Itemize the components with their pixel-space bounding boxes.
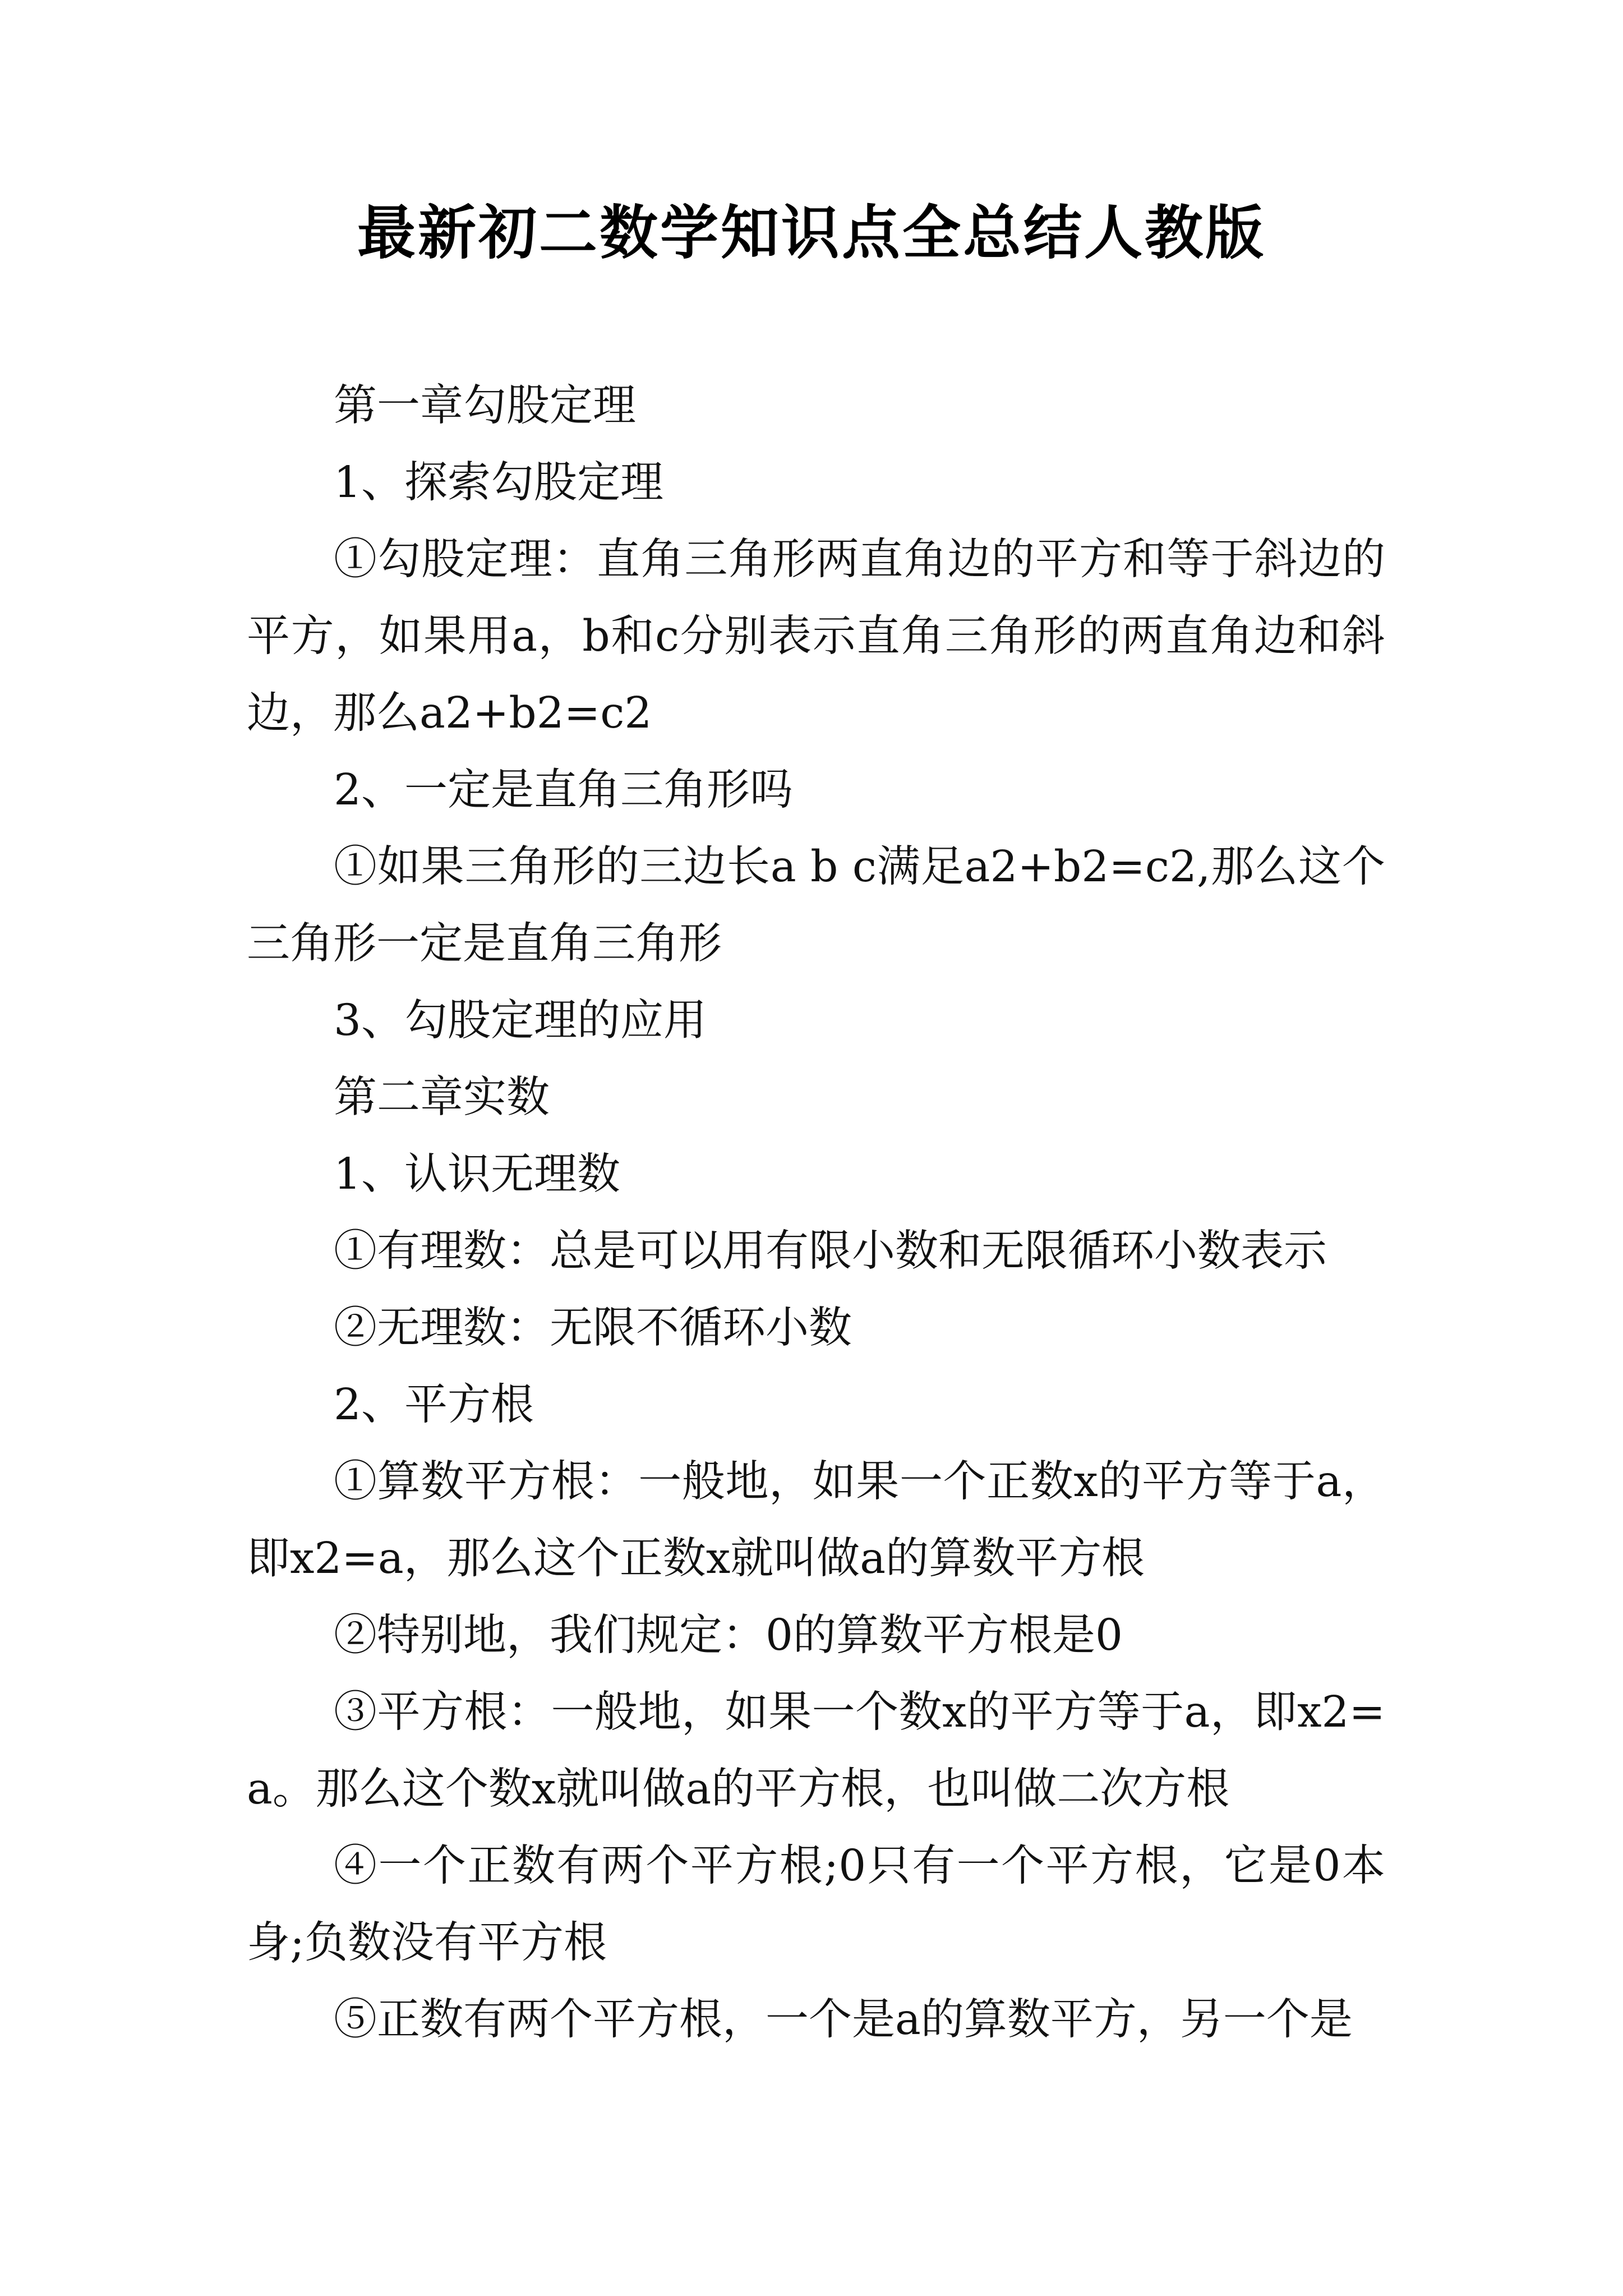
paragraph: ①勾股定理：直角三角形两直角边的平方和等于斜边的平方，如果用a，b和c分别表示直角三角形的两直角边和斜边，那么a2+b2=c2 bbox=[247, 535, 1385, 738]
paragraph: ①如果三角形的三边长a b c满足a2+b2=c2,那么这个三角形一定是直角三角形 bbox=[247, 842, 1385, 969]
section-heading: 1、认识无理数 bbox=[334, 1149, 620, 1199]
chapter-heading: 第一章勾股定理 bbox=[334, 381, 636, 431]
paragraph: ②特别地，我们规定：0的算数平方根是0 bbox=[334, 1611, 1123, 1660]
document-title: 最新初二数学知识点全总结人教版 bbox=[357, 199, 1266, 267]
section-heading: 2、平方根 bbox=[334, 1380, 534, 1430]
document-body bbox=[247, 367, 1385, 2058]
paragraph: ③平方根：一般地，如果一个数x的平方等于a，即x2=a。那么这个数x就叫做a的平方根，也叫做二次方根 bbox=[247, 1687, 1385, 1814]
paragraph: ⑤正数有两个平方根，一个是a的算数平方，另一个是 bbox=[334, 1995, 1353, 2045]
section-heading: 2、一定是直角三角形吗 bbox=[334, 765, 793, 815]
paragraph: ④一个正数有两个平方根;0只有一个平方根，它是0本身;负数没有平方根 bbox=[247, 1841, 1385, 1968]
paragraph: ①算数平方根：一般地，如果一个正数x的平方等于a，即x2=a，那么这个正数x就叫做a的算数平方根 bbox=[247, 1457, 1385, 1584]
chapter-heading: 第二章实数 bbox=[334, 1073, 550, 1122]
paragraph: ①有理数：总是可以用有限小数和无限循环小数表示 bbox=[334, 1226, 1327, 1276]
section-heading: 1、探索勾股定理 bbox=[334, 458, 663, 508]
paragraph: ②无理数：无限不循环小数 bbox=[334, 1303, 852, 1353]
section-heading: 3、勾股定理的应用 bbox=[334, 996, 707, 1046]
